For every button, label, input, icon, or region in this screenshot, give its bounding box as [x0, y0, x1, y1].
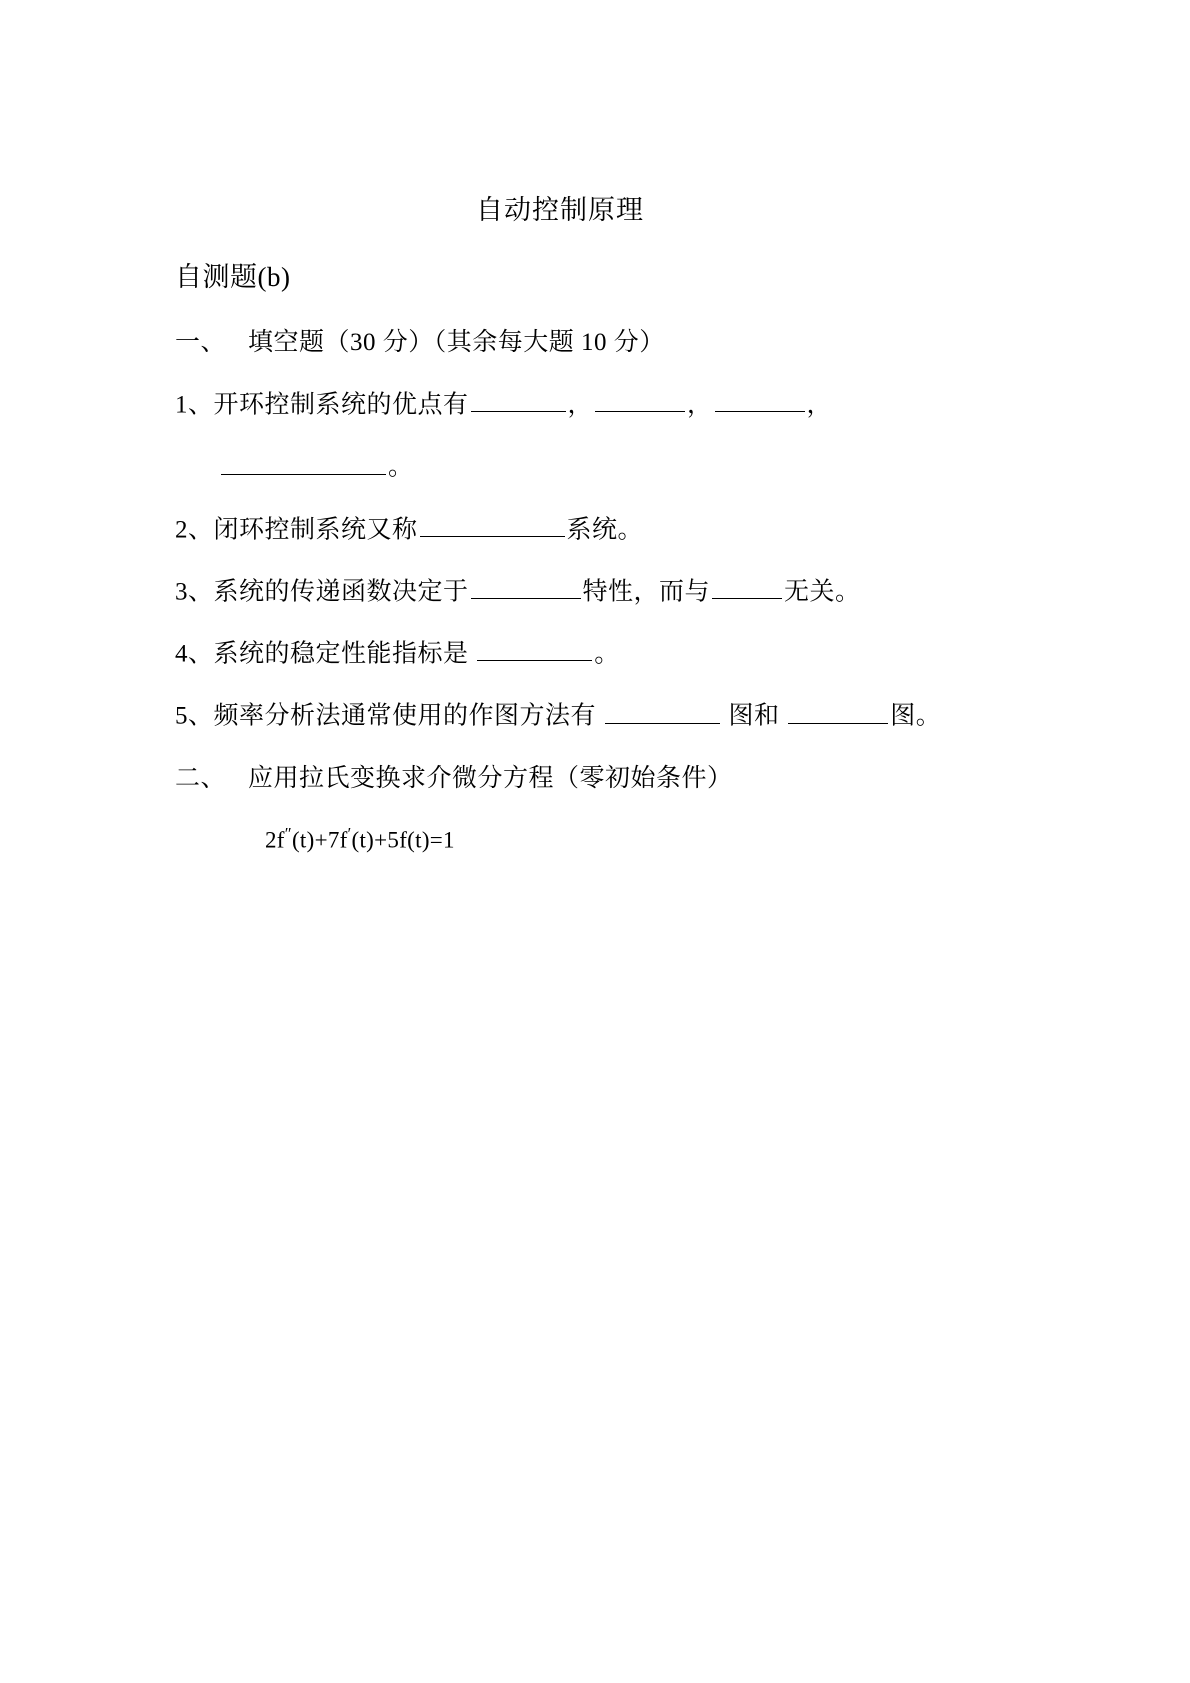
- question-5-suffix: 图。: [890, 702, 942, 730]
- section-heading-one: [175, 323, 1025, 363]
- section-two-text: 应用拉氏变换求介微分方程（零初始条件）: [248, 764, 733, 792]
- question-5: [175, 696, 1025, 736]
- question-2-prefix: 2、闭环控制系统又称: [175, 515, 418, 543]
- question-1-continued: [175, 447, 1025, 487]
- question-1-prefix: 1、开环控制系统的优点有: [175, 391, 469, 419]
- answer-blank[interactable]: [471, 385, 566, 412]
- formula-part-a: 2f: [265, 827, 285, 853]
- question-5-prefix: 5、频率分析法通常使用的作图方法有: [175, 702, 597, 730]
- formula-part-b: (t)+7f: [291, 827, 348, 853]
- question-1-end: 。: [388, 453, 414, 481]
- formula-equation: [175, 821, 1025, 859]
- answer-blank[interactable]: [595, 385, 685, 412]
- question-5-mid: 图和: [728, 702, 780, 730]
- question-2: [175, 510, 1025, 550]
- question-3: [175, 572, 1025, 612]
- formula-second-derivative-mark: ″: [284, 823, 292, 843]
- question-3-suffix: 无关。: [784, 578, 861, 605]
- question-1-sep-1: ，: [567, 391, 594, 419]
- answer-blank[interactable]: [477, 634, 592, 661]
- answer-blank[interactable]: [471, 572, 581, 599]
- section-one-number: 一、: [175, 329, 227, 356]
- answer-blank[interactable]: [221, 447, 386, 474]
- question-3-prefix: 3、系统的传递函数决定于: [175, 578, 469, 605]
- question-3-mid: 特性，而与: [582, 578, 711, 605]
- answer-blank[interactable]: [420, 510, 565, 537]
- answer-blank[interactable]: [788, 696, 888, 723]
- formula-first-derivative-mark: ′: [347, 823, 352, 843]
- question-4: [175, 634, 1025, 674]
- page-title: 自动控制原理: [476, 195, 644, 225]
- question-1: [175, 385, 1025, 425]
- answer-blank[interactable]: [712, 572, 782, 599]
- section-two-number: 二、: [175, 764, 227, 792]
- question-4-prefix: 4、系统的稳定性能指标是: [175, 640, 469, 668]
- section-one-text: 填空题（30 分）（其余每大题 10 分）: [248, 329, 665, 356]
- answer-blank[interactable]: [715, 385, 805, 412]
- formula-part-c: (t)+5f(t)=1: [351, 827, 455, 853]
- question-4-suffix: 。: [594, 640, 620, 668]
- question-2-suffix: 系统。: [566, 515, 644, 543]
- answer-blank[interactable]: [605, 696, 720, 723]
- question-1-sep-2: ，: [687, 391, 713, 419]
- document-subtitle: 自测题(b): [175, 261, 291, 292]
- question-1-sep-3: ，: [806, 391, 833, 419]
- section-heading-two: [175, 759, 1025, 799]
